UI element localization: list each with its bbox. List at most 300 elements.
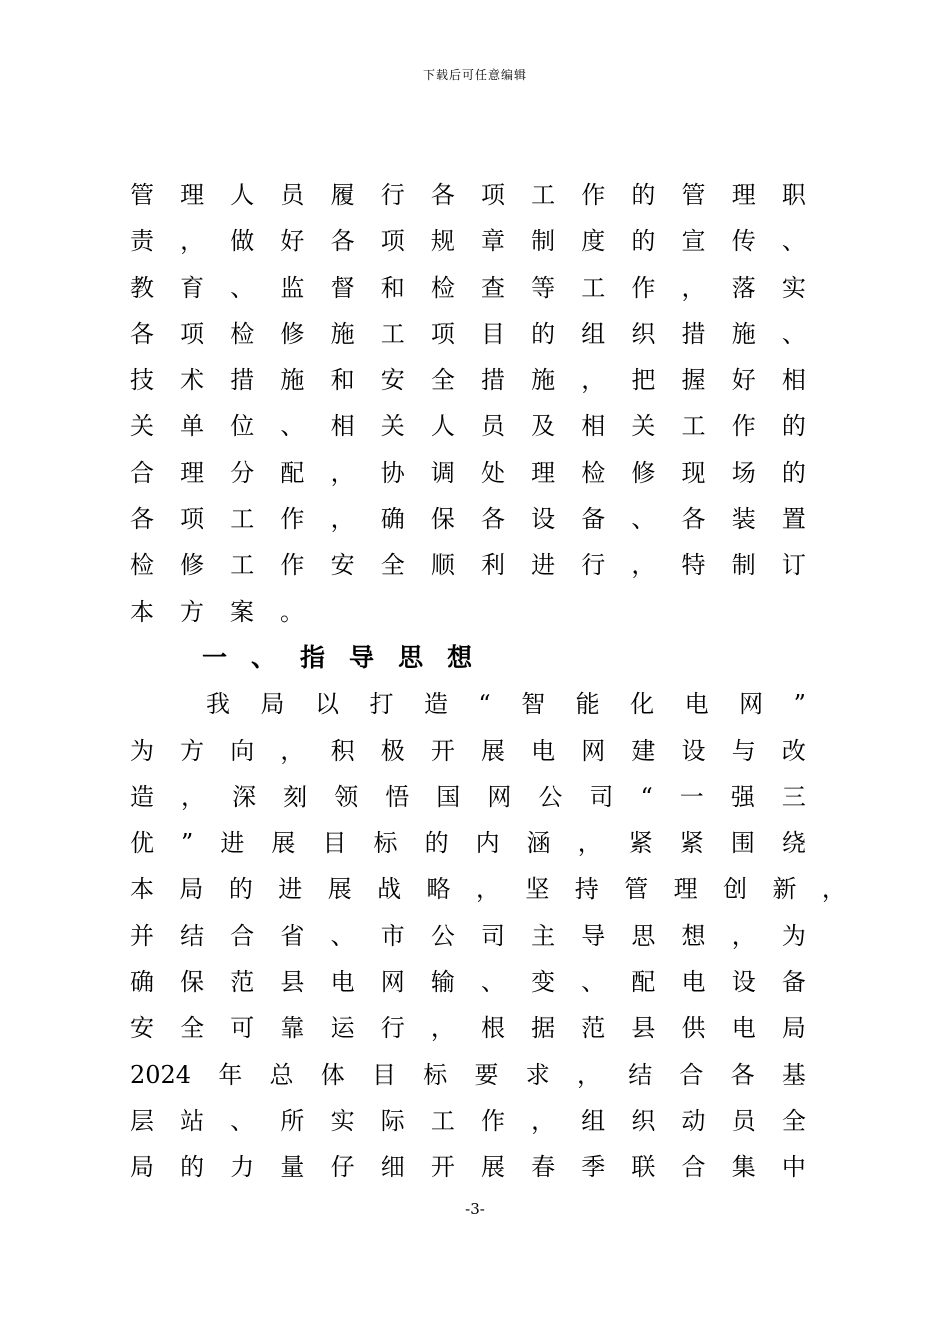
- text-glyph: 的: [180, 1153, 205, 1182]
- text-line: [130, 172, 806, 218]
- text-glyph: 和: [380, 273, 405, 302]
- text-glyph: 电: [684, 690, 709, 719]
- text-glyph: 工: [230, 551, 255, 580]
- text-glyph: 展: [271, 829, 296, 858]
- text-glyph: ，: [430, 1014, 455, 1043]
- text-glyph: 要: [474, 1060, 499, 1089]
- text-glyph: 行: [380, 181, 405, 209]
- text-glyph: 强: [730, 782, 755, 811]
- text-glyph: 分: [230, 458, 255, 487]
- text-glyph: 做: [230, 227, 255, 256]
- text-glyph: 展: [327, 875, 352, 904]
- text-glyph: 造: [130, 782, 154, 811]
- text-glyph: 深: [232, 782, 257, 811]
- text-glyph: 层: [130, 1106, 154, 1135]
- text-glyph: 术: [180, 366, 205, 395]
- text-line: [130, 542, 806, 588]
- text-glyph: 教: [130, 273, 154, 302]
- text-glyph: 理: [180, 458, 205, 487]
- text-line: [130, 1144, 806, 1190]
- text-glyph: 作: [280, 551, 305, 580]
- text-line: [130, 403, 806, 449]
- text-line: [130, 311, 806, 357]
- text-glyph: 作: [631, 273, 656, 302]
- text-glyph: 制: [531, 227, 556, 256]
- text-glyph: 各: [130, 319, 154, 348]
- text-glyph: 基: [781, 1060, 806, 1089]
- text-line: [130, 1005, 806, 1051]
- text-glyph: 为: [130, 736, 154, 765]
- text-glyph: 管: [624, 875, 649, 904]
- text-glyph: 设: [731, 968, 756, 997]
- text-glyph: 措: [230, 366, 255, 395]
- text-glyph: 项: [480, 181, 505, 209]
- text-glyph: 目: [372, 1060, 397, 1089]
- text-glyph: 安: [130, 1014, 154, 1043]
- text-glyph: ，: [681, 273, 706, 302]
- text-glyph: 特: [681, 551, 706, 580]
- text-glyph: 年: [218, 1060, 243, 1089]
- text-glyph: 修: [180, 551, 205, 580]
- text-glyph: 工: [681, 412, 706, 441]
- text-glyph: 关: [130, 412, 154, 441]
- text-glyph: 章: [480, 227, 505, 256]
- text-glyph: 输: [430, 968, 455, 997]
- text-glyph: 确: [130, 968, 154, 997]
- text-glyph: ，: [180, 227, 205, 256]
- text-glyph: 战: [377, 875, 402, 904]
- text-glyph: 网: [487, 782, 512, 811]
- text-glyph: 电: [531, 736, 556, 765]
- text-glyph: 监: [280, 273, 305, 302]
- text-glyph: 与: [731, 736, 756, 765]
- text-glyph: ，: [577, 829, 602, 858]
- text-glyph: 、: [251, 642, 277, 672]
- text-glyph: 结: [180, 921, 205, 950]
- text-glyph: 各: [681, 505, 706, 534]
- text-glyph: 施: [731, 319, 756, 348]
- text-glyph: 处: [480, 458, 505, 487]
- text-glyph: 我: [206, 690, 230, 719]
- text-glyph: 组: [581, 319, 606, 348]
- text-glyph: 网: [739, 690, 764, 719]
- text-glyph: 开: [430, 736, 455, 765]
- text-glyph: 修: [280, 319, 305, 348]
- text-glyph: 一: [202, 642, 228, 672]
- text-glyph: 相: [781, 366, 806, 395]
- text-glyph: 司: [480, 921, 505, 950]
- text-glyph: 实: [781, 273, 806, 302]
- text-glyph: 展: [480, 736, 505, 765]
- text-glyph: 智: [521, 690, 546, 719]
- text-glyph: 方: [180, 736, 205, 765]
- text-glyph: 局: [179, 875, 204, 904]
- text-glyph: 联: [631, 1153, 656, 1182]
- text-glyph: 合: [679, 1060, 704, 1089]
- text-glyph: 网: [581, 736, 606, 765]
- text-glyph: 宣: [681, 227, 706, 256]
- text-glyph: 利: [480, 551, 505, 580]
- text-glyph: 、: [330, 921, 355, 950]
- text-line: [130, 357, 806, 403]
- text-glyph: 合: [230, 921, 255, 950]
- text-glyph: 措: [480, 366, 505, 395]
- text-line: [130, 589, 806, 635]
- text-glyph: 保: [430, 505, 455, 534]
- text-glyph: 、: [230, 273, 255, 302]
- text-glyph: 的: [631, 181, 656, 209]
- text-glyph: 检: [581, 458, 606, 487]
- text-glyph: 合: [130, 458, 154, 487]
- text-glyph: 人: [430, 412, 455, 441]
- text-glyph: 司: [589, 782, 614, 811]
- text-glyph: “: [478, 690, 491, 719]
- text-glyph: 行: [380, 1014, 405, 1043]
- text-line: [130, 959, 806, 1005]
- text-glyph: 以: [314, 690, 339, 719]
- text-glyph: 理: [180, 181, 205, 209]
- text-glyph: 全: [380, 551, 405, 580]
- text-glyph: 育: [180, 273, 205, 302]
- text-glyph: 电: [330, 968, 355, 997]
- text-glyph: 能: [575, 690, 600, 719]
- text-glyph: 据: [531, 1014, 556, 1043]
- text-glyph: 仔: [330, 1153, 355, 1182]
- text-glyph: 一: [679, 782, 704, 811]
- text-glyph: 为: [781, 921, 806, 950]
- text-glyph: 。: [280, 597, 304, 626]
- text-glyph: 范: [230, 968, 255, 997]
- text-glyph: 配: [631, 968, 656, 997]
- text-glyph: 工: [581, 273, 606, 302]
- text-glyph: 置: [781, 505, 806, 534]
- body-text: [130, 172, 846, 1191]
- text-glyph: 本: [130, 875, 154, 904]
- text-glyph: 的: [531, 319, 556, 348]
- text-glyph: 各: [330, 227, 355, 256]
- text-line: [130, 866, 846, 912]
- text-glyph: 的: [424, 829, 449, 858]
- text-glyph: 运: [330, 1014, 355, 1043]
- text-glyph: 相: [581, 412, 606, 441]
- text-glyph: 三: [781, 782, 806, 811]
- text-glyph: 优: [130, 829, 154, 858]
- text-glyph: 求: [525, 1060, 550, 1089]
- text-glyph: 织: [631, 1106, 656, 1135]
- text-glyph: 全: [180, 1014, 205, 1043]
- text-glyph: 规: [430, 227, 455, 256]
- text-glyph: 场: [731, 458, 756, 487]
- text-glyph: 紧: [679, 829, 704, 858]
- text-glyph: 工: [430, 1106, 455, 1135]
- text-glyph: ，: [821, 875, 846, 904]
- text-glyph: 电: [731, 1014, 756, 1043]
- text-glyph: 保: [180, 968, 205, 997]
- text-glyph: 作: [280, 505, 305, 534]
- text-glyph: 握: [681, 366, 706, 395]
- text-glyph: 确: [380, 505, 405, 534]
- text-glyph: “: [640, 782, 653, 811]
- text-glyph: 导: [349, 642, 375, 672]
- text-glyph: 春: [531, 1153, 556, 1182]
- text-glyph: 、: [781, 319, 806, 348]
- text-glyph: 开: [430, 1153, 455, 1182]
- text-glyph: ，: [631, 551, 656, 580]
- text-glyph: 现: [681, 458, 706, 487]
- text-glyph: 修: [631, 458, 656, 487]
- text-glyph: 检: [230, 319, 255, 348]
- text-glyph: 人: [230, 181, 255, 209]
- text-glyph: 履: [330, 181, 355, 209]
- text-glyph: 施: [330, 319, 355, 348]
- text-glyph: 员: [731, 1106, 756, 1135]
- text-glyph: 关: [631, 412, 656, 441]
- text-line: [130, 774, 806, 820]
- text-glyph: 持: [574, 875, 599, 904]
- text-glyph: 实: [330, 1106, 355, 1135]
- text-glyph: 县: [631, 1014, 656, 1043]
- text-glyph: 技: [130, 366, 154, 395]
- text-line: [130, 1052, 806, 1098]
- text-glyph: 项: [180, 505, 205, 534]
- text-glyph: 理: [731, 181, 756, 209]
- text-glyph: 季: [581, 1153, 606, 1182]
- text-glyph: 传: [731, 227, 756, 256]
- text-glyph: 主: [531, 921, 556, 950]
- text-glyph: 备: [781, 968, 806, 997]
- text-glyph: 创: [723, 875, 748, 904]
- text-glyph: 各: [480, 505, 505, 534]
- text-glyph: 2024: [130, 1060, 192, 1089]
- text-glyph: 落: [731, 273, 756, 302]
- text-glyph: 积: [330, 736, 355, 765]
- text-line: [130, 681, 806, 727]
- text-glyph: 案: [230, 597, 254, 626]
- text-glyph: 员: [480, 412, 505, 441]
- text-glyph: 改: [781, 736, 806, 765]
- text-glyph: 网: [380, 968, 405, 997]
- text-line: [130, 265, 806, 311]
- text-glyph: 刻: [283, 782, 308, 811]
- text-glyph: 订: [781, 551, 806, 580]
- text-glyph: 思: [631, 921, 656, 950]
- text-glyph: 安: [330, 551, 355, 580]
- text-glyph: 领: [334, 782, 359, 811]
- text-glyph: 等: [531, 273, 556, 302]
- text-glyph: 施: [280, 366, 305, 395]
- text-glyph: 各: [430, 181, 455, 209]
- text-glyph: 行: [581, 551, 606, 580]
- text-glyph: 建: [631, 736, 656, 765]
- text-glyph: 导: [581, 921, 606, 950]
- text-glyph: 极: [380, 736, 405, 765]
- text-glyph: 施: [531, 366, 556, 395]
- text-glyph: 涵: [526, 829, 551, 858]
- text-glyph: 总: [269, 1060, 294, 1089]
- text-glyph: 量: [280, 1153, 305, 1182]
- text-glyph: 化: [630, 690, 655, 719]
- text-glyph: 标: [423, 1060, 448, 1089]
- text-glyph: 方: [180, 597, 204, 626]
- text-glyph: 绕: [781, 829, 806, 858]
- text-glyph: 全: [781, 1106, 806, 1135]
- text-glyph: 坚: [525, 875, 550, 904]
- text-glyph: 项: [430, 319, 455, 348]
- text-glyph: 局: [130, 1153, 154, 1182]
- text-glyph: 工: [230, 505, 255, 534]
- header-note: 下载后可任意编辑: [422, 68, 527, 82]
- text-glyph: 制: [731, 551, 756, 580]
- text-glyph: 力: [230, 1153, 255, 1182]
- text-glyph: 督: [330, 273, 355, 302]
- text-glyph: 靠: [280, 1014, 305, 1043]
- text-glyph: 理: [673, 875, 698, 904]
- text-glyph: 协: [380, 458, 405, 487]
- text-glyph: 度: [581, 227, 606, 256]
- text-glyph: 员: [280, 181, 305, 209]
- text-glyph: 备: [581, 505, 606, 534]
- text-line: [130, 820, 806, 866]
- text-glyph: 局: [260, 690, 285, 719]
- text-glyph: 打: [369, 690, 394, 719]
- text-glyph: 目: [322, 829, 347, 858]
- text-glyph: ，: [581, 366, 606, 395]
- text-glyph: 电: [681, 968, 706, 997]
- text-glyph: 公: [430, 921, 455, 950]
- text-glyph: ”: [793, 690, 806, 719]
- text-glyph: 关: [380, 412, 405, 441]
- text-glyph: 细: [380, 1153, 405, 1182]
- text-glyph: 好: [731, 366, 756, 395]
- text-glyph: ，: [330, 458, 355, 487]
- text-glyph: 进: [220, 829, 245, 858]
- text-glyph: 集: [731, 1153, 756, 1182]
- text-glyph: 工: [531, 181, 556, 209]
- text-line: [130, 496, 806, 542]
- text-glyph: 装: [731, 505, 756, 534]
- text-glyph: 略: [426, 875, 451, 904]
- text-glyph: 指: [300, 642, 326, 672]
- text-glyph: 站: [180, 1106, 205, 1135]
- text-glyph: 、: [230, 1106, 255, 1135]
- text-line: [130, 450, 806, 496]
- text-glyph: 各: [130, 505, 154, 534]
- text-glyph: 新: [772, 875, 797, 904]
- text-glyph: 进: [531, 551, 556, 580]
- text-glyph: 造: [423, 690, 448, 719]
- text-glyph: 想: [447, 642, 473, 672]
- text-glyph: 根: [480, 1014, 505, 1043]
- text-glyph: 检: [130, 551, 154, 580]
- text-line: [130, 218, 806, 264]
- text-glyph: 变: [531, 968, 556, 997]
- page-number: -3-: [465, 1200, 485, 1218]
- text-glyph: 、: [480, 968, 505, 997]
- text-glyph: 、: [781, 227, 806, 256]
- text-glyph: 并: [130, 921, 154, 950]
- text-glyph: 市: [380, 921, 405, 950]
- text-glyph: 国: [436, 782, 461, 811]
- text-line: [130, 728, 806, 774]
- text-glyph: 供: [681, 1014, 706, 1043]
- text-glyph: 组: [581, 1106, 606, 1135]
- text-glyph: 的: [228, 875, 253, 904]
- text-glyph: ，: [181, 782, 206, 811]
- text-glyph: 单: [180, 412, 205, 441]
- text-glyph: 本: [130, 597, 154, 626]
- text-glyph: 公: [538, 782, 563, 811]
- text-glyph: ，: [330, 505, 355, 534]
- text-glyph: 展: [480, 1153, 505, 1182]
- text-glyph: 进: [278, 875, 303, 904]
- text-glyph: 县: [280, 968, 305, 997]
- text-glyph: 安: [380, 366, 405, 395]
- text-glyph: 配: [280, 458, 305, 487]
- text-glyph: 织: [631, 319, 656, 348]
- text-glyph: 体: [320, 1060, 345, 1089]
- text-glyph: 项: [180, 319, 205, 348]
- text-line: [130, 913, 806, 959]
- text-glyph: 省: [280, 921, 305, 950]
- text-glyph: 职: [781, 181, 806, 209]
- text-glyph: 的: [631, 227, 656, 256]
- text-glyph: 理: [531, 458, 556, 487]
- text-glyph: 责: [130, 227, 154, 256]
- text-glyph: 作: [731, 412, 756, 441]
- text-glyph: 目: [480, 319, 505, 348]
- text-glyph: 际: [380, 1106, 405, 1135]
- text-glyph: 管: [681, 181, 706, 209]
- text-glyph: 所: [280, 1106, 305, 1135]
- text-glyph: ，: [731, 921, 756, 950]
- text-glyph: 、: [581, 968, 606, 997]
- text-glyph: 内: [475, 829, 500, 858]
- text-glyph: 围: [730, 829, 755, 858]
- text-glyph: 检: [430, 273, 455, 302]
- text-glyph: 思: [398, 642, 424, 672]
- text-glyph: 合: [681, 1153, 706, 1182]
- text-glyph: 设: [531, 505, 556, 534]
- section-heading: [130, 635, 806, 681]
- text-glyph: 查: [480, 273, 505, 302]
- text-glyph: 全: [430, 366, 455, 395]
- text-glyph: 中: [781, 1153, 806, 1182]
- text-glyph: 局: [781, 1014, 806, 1043]
- text-glyph: 作: [480, 1106, 505, 1135]
- text-glyph: 可: [230, 1014, 255, 1043]
- text-glyph: 位: [230, 412, 255, 441]
- text-glyph: 各: [730, 1060, 755, 1089]
- text-line: [130, 1098, 806, 1144]
- text-glyph: 向: [230, 736, 255, 765]
- text-glyph: 想: [681, 921, 706, 950]
- text-glyph: 把: [631, 366, 656, 395]
- text-glyph: 标: [373, 829, 398, 858]
- text-glyph: ，: [576, 1060, 601, 1089]
- text-glyph: 设: [681, 736, 706, 765]
- text-glyph: 工: [380, 319, 405, 348]
- text-glyph: 项: [380, 227, 405, 256]
- text-glyph: ，: [475, 875, 500, 904]
- text-glyph: 、: [631, 505, 656, 534]
- text-glyph: ”: [181, 829, 194, 858]
- text-glyph: 相: [330, 412, 355, 441]
- text-glyph: 措: [681, 319, 706, 348]
- text-glyph: ，: [280, 736, 305, 765]
- text-glyph: 悟: [385, 782, 410, 811]
- text-glyph: 好: [280, 227, 305, 256]
- text-glyph: 结: [628, 1060, 653, 1089]
